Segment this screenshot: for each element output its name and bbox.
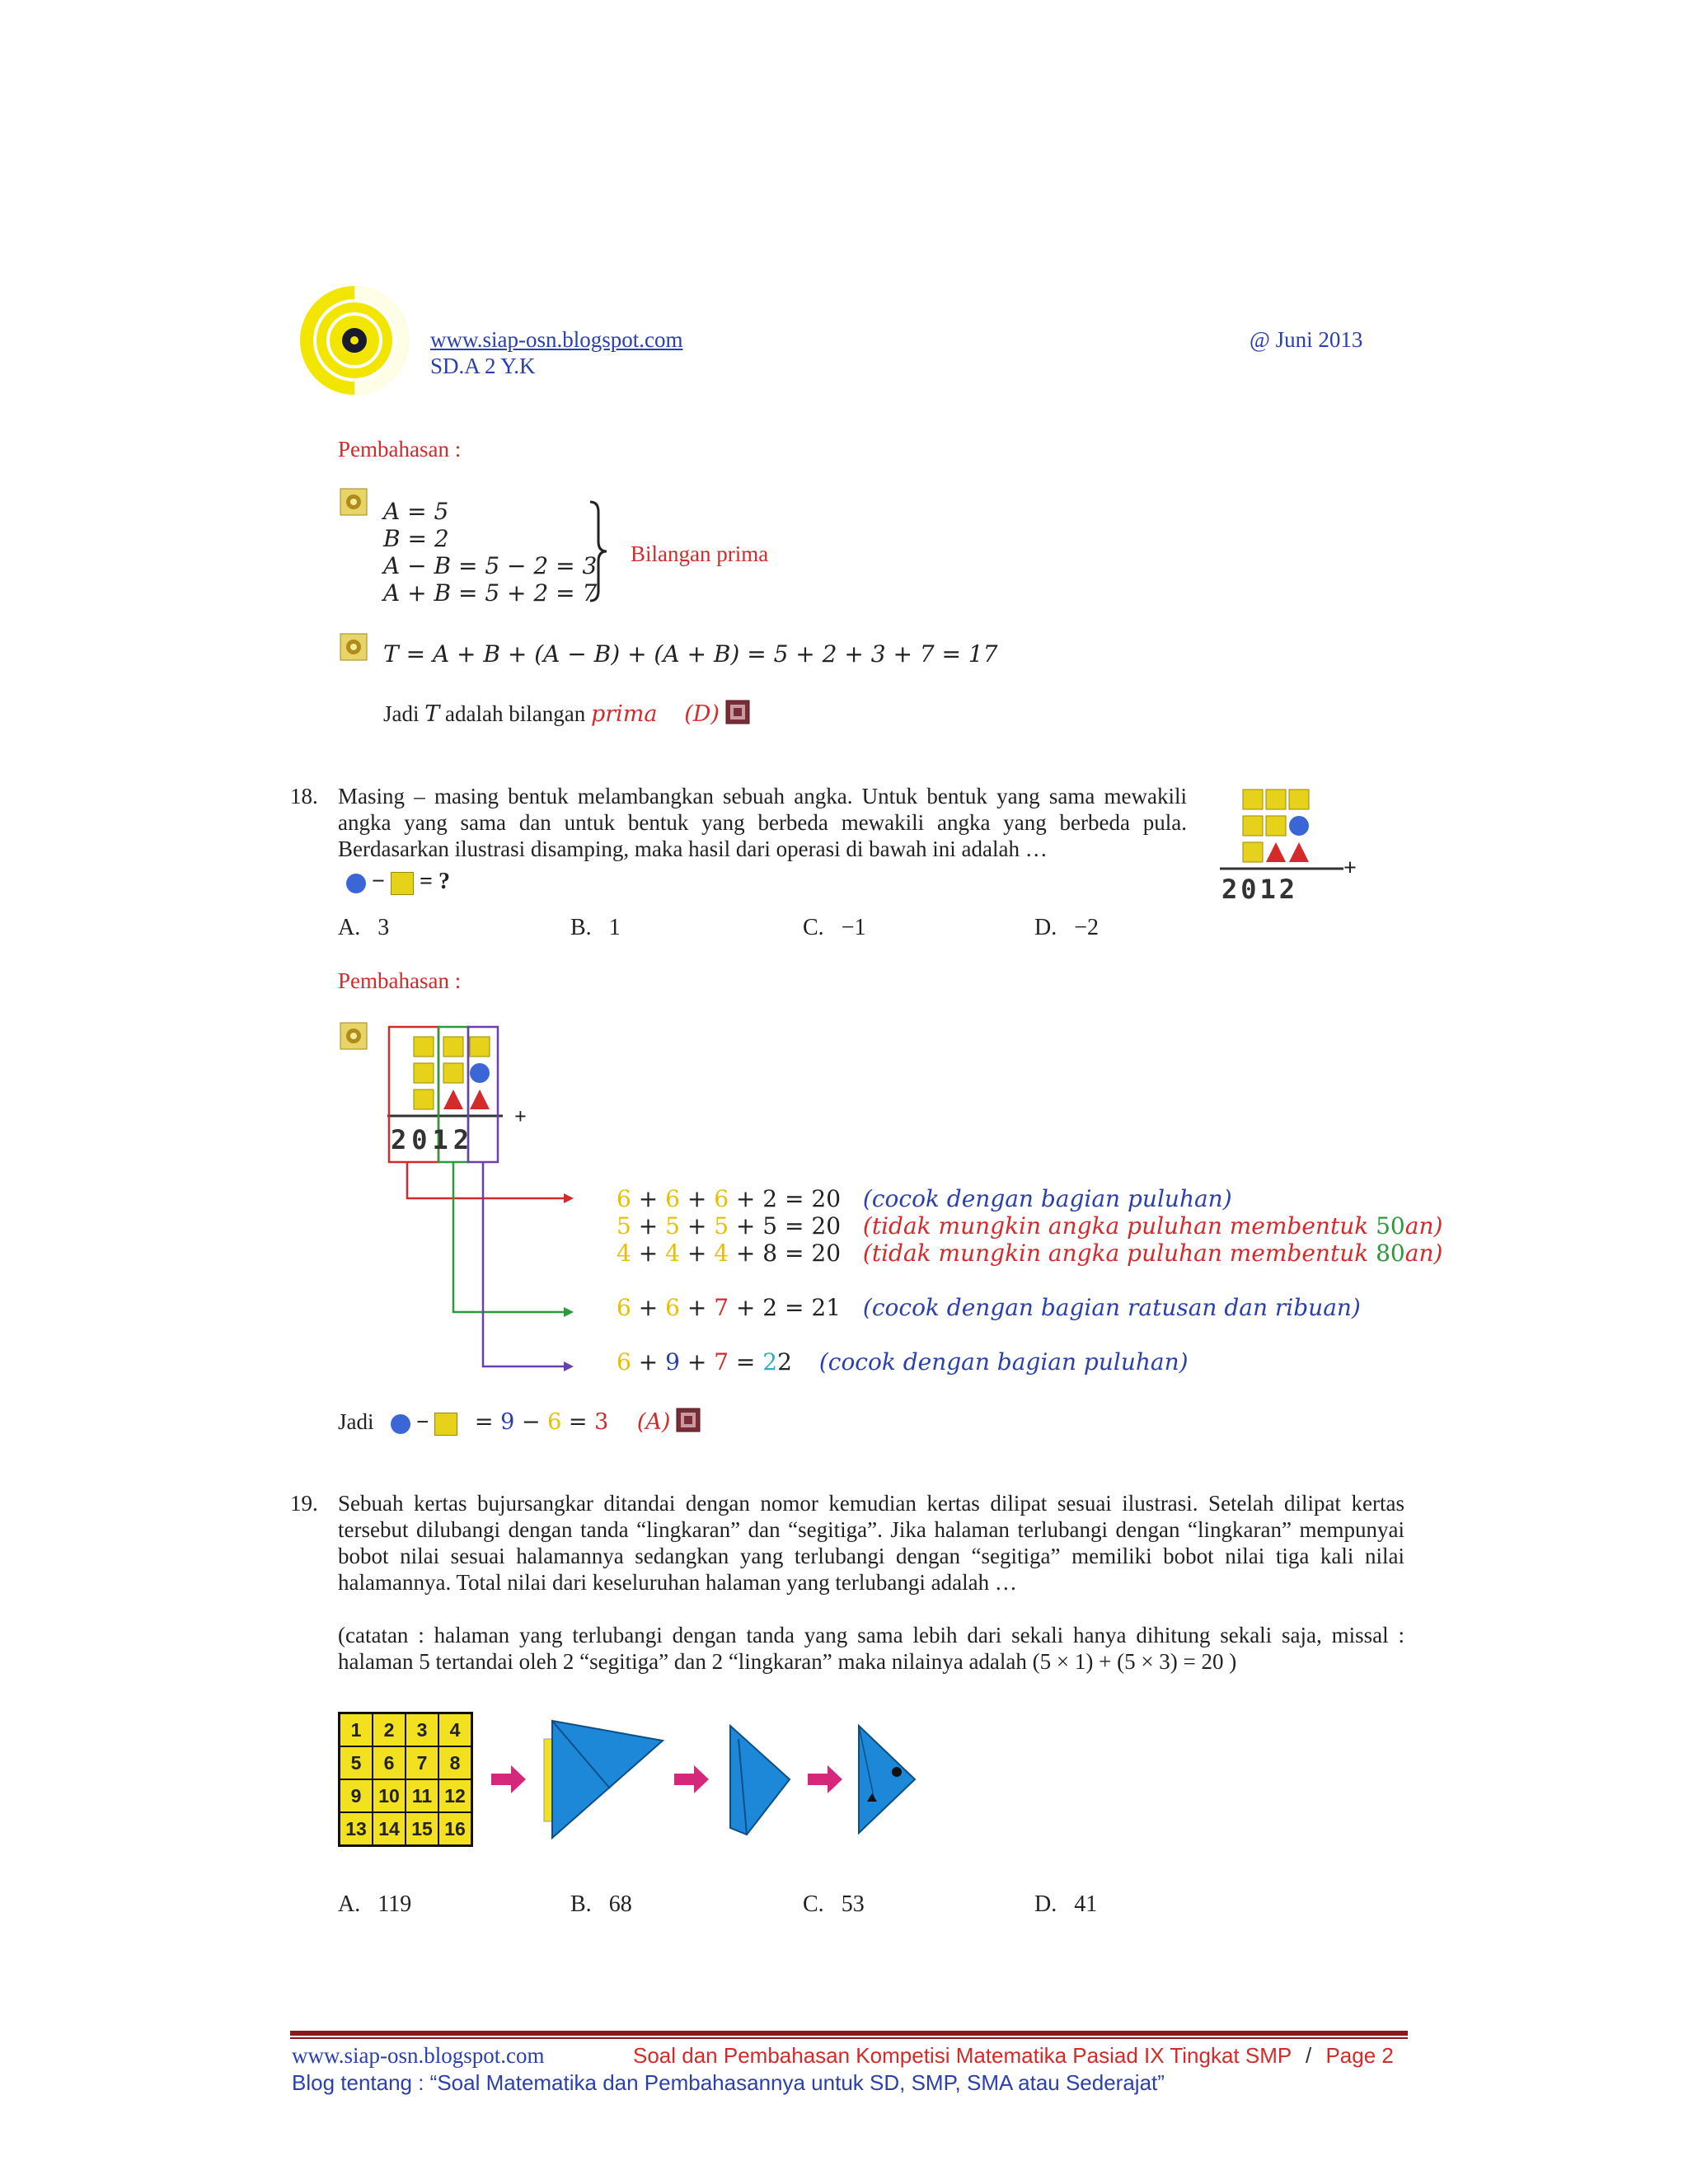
sol17-t-line: T = A + B + (A − B) + (A + B) = 5 + 2 + 3 + 7 = 17 — [383, 640, 998, 668]
right-arrow-icon — [808, 1765, 842, 1793]
option-value: 119 — [377, 1891, 412, 1917]
grid-cell: 4 — [438, 1713, 472, 1747]
q18-option-c[interactable] — [803, 915, 865, 941]
right-arrow-icon — [491, 1765, 526, 1793]
q19-option-a[interactable] — [338, 1891, 411, 1918]
op-minus: − — [372, 869, 385, 894]
header-date: @ Juni 2013 — [1250, 327, 1363, 352]
curly-brace-icon — [587, 500, 608, 607]
option-letter: B. — [570, 1891, 592, 1917]
grid-cell: 8 — [438, 1746, 472, 1779]
q18-text: Masing – masing bentuk melambangkan sebuah angka. Untuk bentuk yang sama mewakili angka yang sama dan untuk bentuk yang berbeda mewakili angka yang berbeda pula. Berdasarkan ilustrasi disamping, maka hasil dari operasi di bawah ini adalah … — [338, 784, 1187, 861]
footer-url-link[interactable]: www.siap-osn.blogspot.com — [292, 2043, 545, 2068]
grid-cell: 11 — [406, 1779, 438, 1812]
option-letter: A. — [338, 1891, 361, 1917]
circle-hole-icon — [892, 1767, 902, 1777]
sum-digit: 0 — [411, 1124, 433, 1155]
right-arrow-icon — [674, 1765, 709, 1793]
option-letter: D. — [1034, 915, 1057, 940]
sum-plus: + — [1343, 855, 1357, 881]
option-value: −2 — [1074, 915, 1100, 940]
sol18-plus: + — [514, 1104, 527, 1128]
square-shape-icon — [391, 872, 414, 895]
grid-cell: 14 — [373, 1812, 406, 1846]
grid-cell: 5 — [340, 1746, 373, 1779]
bullet-icon — [340, 488, 368, 520]
header-logo — [297, 283, 412, 398]
option-letter: C. — [803, 915, 824, 940]
grid-cell: 12 — [438, 1779, 472, 1812]
grid-cell: 9 — [340, 1779, 373, 1812]
sol18-heading: Pembahasan : — [338, 968, 462, 993]
sum-result — [1221, 874, 1298, 905]
q19-number: 19. — [290, 1491, 318, 1516]
option-value: 53 — [841, 1891, 865, 1917]
q18-number: 18. — [290, 784, 318, 808]
sol18-conclusion: Jadi − = 9 − 6 = 3 (A) — [338, 1408, 701, 1436]
q19-text: Sebuah kertas bujursangkar ditandai dengan nomor kemudian kertas dilipat sesuai ilustrasi. Setelah dilipat kertas tersebut dilubangi dengan tanda “lingkaran” dan “segitiga”. Jika halaman terlubangi dengan “lingkaran” mempunyai bobot nilai sesuai halamannya sedangkan yang terlubangi dengan “segitiga” memiliki bobot nilai tiga kali nilai halamannya. Total nilai dari keseluruhan halaman yang terlubangi adalah … — [338, 1491, 1404, 1595]
sol17-equations — [383, 498, 597, 607]
q19-option-d[interactable] — [1034, 1891, 1097, 1918]
option-value: −1 — [841, 915, 866, 940]
q19-option-c[interactable] — [803, 1891, 865, 1918]
conclusion-pre: Jadi — [338, 1409, 374, 1434]
sum-digit: 2 — [452, 1124, 475, 1155]
sol18-eq5: 6 + 9 + 7 = 22 (cocok dengan bagian puluhan) — [617, 1348, 1189, 1376]
sol18-diagram — [379, 1020, 577, 1383]
footer-blog: Blog tentang : “Soal Matematika dan Pembahasannya untuk SD, SMP, SMA atau Sederajat” — [292, 2070, 1165, 2095]
q19-option-b[interactable] — [570, 1891, 632, 1918]
sol18-eq1: 6 + 6 + 6 + 2 = 20 (cocok dengan bagian puluhan) — [617, 1185, 1232, 1212]
circle-shape-icon — [391, 1414, 410, 1434]
header-url-link[interactable]: www.siap-osn.blogspot.com — [430, 327, 683, 352]
option-letter: B. — [570, 915, 592, 940]
grid-cell: 3 — [406, 1713, 438, 1747]
sum-digit: 0 — [1240, 874, 1260, 905]
conclusion-answer: (A) — [636, 1409, 671, 1435]
sum-digit: 2 — [1221, 874, 1241, 905]
sol17-conclusion — [383, 700, 750, 728]
bullet-icon — [340, 1022, 368, 1054]
option-letter: C. — [803, 1891, 824, 1917]
sol18-eq4: 6 + 6 + 7 + 2 = 21 (cocok dengan bagian ratusan dan ribuan) — [617, 1294, 1361, 1321]
sol18-sum-digits — [391, 1124, 474, 1155]
q18-option-a[interactable] — [338, 915, 389, 941]
q18-operation — [346, 869, 450, 895]
grid-cell: 15 — [406, 1812, 438, 1846]
option-letter: A. — [338, 915, 361, 940]
brace-label: Bilangan prima — [631, 541, 769, 566]
option-letter: D. — [1034, 1891, 1057, 1917]
option-value: 41 — [1074, 1891, 1098, 1917]
sol17-line-sum: A + B = 5 + 2 = 7 — [383, 579, 598, 607]
grid-cell: 7 — [406, 1746, 438, 1779]
sol17-line-b: B = 2 — [383, 525, 449, 552]
grid-cell: 16 — [438, 1812, 472, 1846]
circle-shape-icon — [346, 874, 366, 893]
q18-option-d[interactable] — [1034, 915, 1099, 941]
grid-cell: 2 — [373, 1713, 406, 1747]
footer-title-text: Soal dan Pembahasan Kompetisi Matematika Pasiad IX Tingkat SMP — [633, 2043, 1292, 2068]
conclusion-word: prima — [590, 701, 658, 727]
footer-title — [633, 2043, 1394, 2069]
sol17-heading: Pembahasan : — [338, 437, 462, 462]
conclusion-mid: adalah bilangan — [445, 701, 586, 726]
op-equals: = — [419, 869, 433, 894]
end-mark-icon — [676, 1408, 701, 1432]
option-value: 68 — [608, 1891, 632, 1917]
conclusion-pre: Jadi — [383, 701, 420, 726]
grid-cell: 10 — [373, 1779, 406, 1812]
grid-cell: 6 — [373, 1746, 406, 1779]
sum-digit: 2 — [1278, 874, 1299, 905]
op-question: ? — [438, 869, 450, 894]
q19-note: (catatan : halaman yang terlubangi dengan tanda yang sama lebih dari sekali hanya dihitung sekali saja, missal : halaman 5 tertandai oleh 2 “segitiga” dan 2 “lingkaran” maka nilainya adalah (5 × 1) + (5 × 3) = 20 ) — [338, 1623, 1404, 1674]
sol18-eq2: 5 + 5 + 5 + 5 = 20 (tidak mungkin angka puluhan membentuk 50an) — [617, 1212, 1443, 1240]
sol17-line-diff: A − B = 5 − 2 = 3 — [383, 552, 598, 579]
q18-option-b[interactable] — [570, 915, 621, 941]
footer-rule-thin — [290, 2037, 1408, 2039]
conclusion-answer: (D) — [684, 701, 720, 727]
grid-cell: 13 — [340, 1812, 373, 1846]
conclusion-var: T — [424, 701, 440, 727]
folding-illustration — [486, 1714, 948, 1846]
end-mark-icon — [725, 700, 750, 724]
option-value: 3 — [377, 915, 390, 940]
sum-digit: 2 — [391, 1124, 412, 1155]
option-value: 1 — [608, 915, 621, 940]
square-shape-icon — [434, 1413, 457, 1436]
sum-digit: 1 — [432, 1124, 453, 1155]
bullet-icon — [340, 633, 368, 665]
footer-separator: / — [1305, 2043, 1312, 2068]
q18-shape-sum-figure — [1220, 783, 1368, 915]
sol17-line-a: A = 5 — [383, 498, 449, 525]
footer-rule — [290, 2031, 1408, 2036]
sol18-eq3: 4 + 4 + 4 + 8 = 20 (tidak mungkin angka puluhan membentuk 80an) — [617, 1240, 1443, 1267]
header-school: SD.A 2 Y.K — [430, 354, 536, 378]
number-grid — [338, 1712, 473, 1847]
footer-page: Page 2 — [1325, 2043, 1394, 2068]
grid-cell: 1 — [340, 1713, 373, 1747]
sum-digit: 1 — [1259, 874, 1279, 905]
